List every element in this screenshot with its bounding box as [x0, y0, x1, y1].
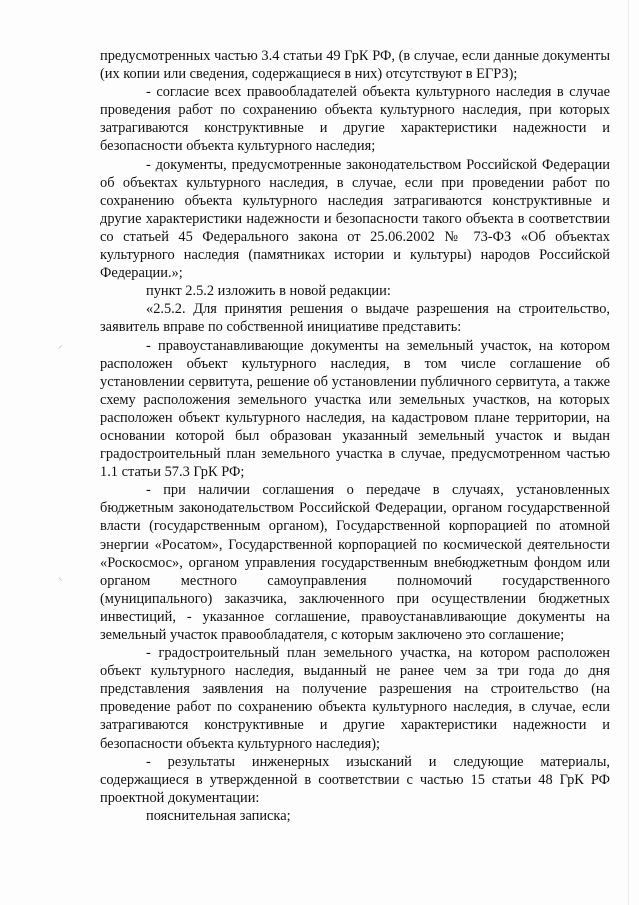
paragraph-title-documents: - правоустанавливающие документы на земельный участок, на котором расположен объект культурного наследия, в том числе соглашение об установлении сервитута, решение об установлении публичного сервитута, а также схему расположения земельного участка или земельных участков, на которых расположен объект культурного наследия, на кадастровом плане территории, на основании которой был образован указанный земельный участок и выдан градостроительный план земельного участка в случае, предусмотренном частью 1.1 статьи 57.3 ГрК РФ;	[100, 337, 610, 481]
document-body	[100, 47, 610, 825]
paragraph-continuation: предусмотренных частью 3.4 статьи 49 ГрК РФ, (в случае, если данные документы (их копии или сведения, содержащиеся в них) отсутствуют в ЕГРЗ);	[100, 48, 610, 83]
paragraph-amend-clause: пункт 2.5.2 изложить в новой редакции:	[146, 283, 391, 300]
paragraph-heritage-documents: - документы, предусмотренные законодательством Российской Федерации об объектах культурного наследия, в случае, если при проведении работ по сохранению объекта культурного наследия затрагиваются конструктивные и другие характеристики надежности и безопасности такого объекта в соответствии со статьей 45 Федерального закона от 25.06.2002 № 73-ФЗ «Об объектах культурного наследия (памятниках истории и культуры) народов Российской Федерации.»;	[100, 156, 610, 282]
scan-speck: ⸝	[58, 341, 63, 351]
paragraph-explanatory-note: пояснительная записка;	[146, 807, 291, 824]
scan-speck: ⸜	[58, 573, 63, 583]
paragraph-engineering-surveys: - результаты инженерных изысканий и следующие материалы, содержащиеся в утвержденной в соответствии с частью 15 статьи 48 ГрК РФ проектной документации:	[100, 753, 610, 806]
paragraph-transfer-agreement: - при наличии соглашения о передаче в случаях, установленных бюджетным законодательством Российской Федерации, органом государственной власти (государственным органом), Государственной корпорацией по атомной энергии «Росатом», Государственной корпорацией по космической деятельности «Роскосмос», органом управления государственным внебюджетным фондом или органом местного самоуправления полномочий государственного (муниципального) заказчика, заключенного при осуществлении бюджетных инвестиций, - указанное соглашение, правоустанавливающие документы на земельный участок правообладателя, с которым заключено это соглашение;	[100, 482, 610, 643]
page-edge	[628, 0, 629, 905]
paragraph-clause-2-5-2: «2.5.2. Для принятия решения о выдаче разрешения на строительство, заявитель вправе по собственной инициативе представить:	[100, 301, 610, 336]
paragraph-consent-rightholders: - согласие всех правообладателей объекта культурного наследия в случае проведения работ по сохранению объекта культурного наследия, при которых затрагиваются конструктивные и другие характеристики надежности и безопасности объекта культурного наследия;	[100, 84, 610, 155]
paragraph-urban-plan: - градостроительный план земельного участка, на котором расположен объект культурного наследия, выданный не ранее чем за три года до дня представления заявления на получение разрешения на строительство (на проведение работ по сохранению объекта культурного наследия, в случае, если затрагиваются конструктивные и другие характеристики надежности и безопасности объекта культурного наследия);	[100, 645, 610, 752]
